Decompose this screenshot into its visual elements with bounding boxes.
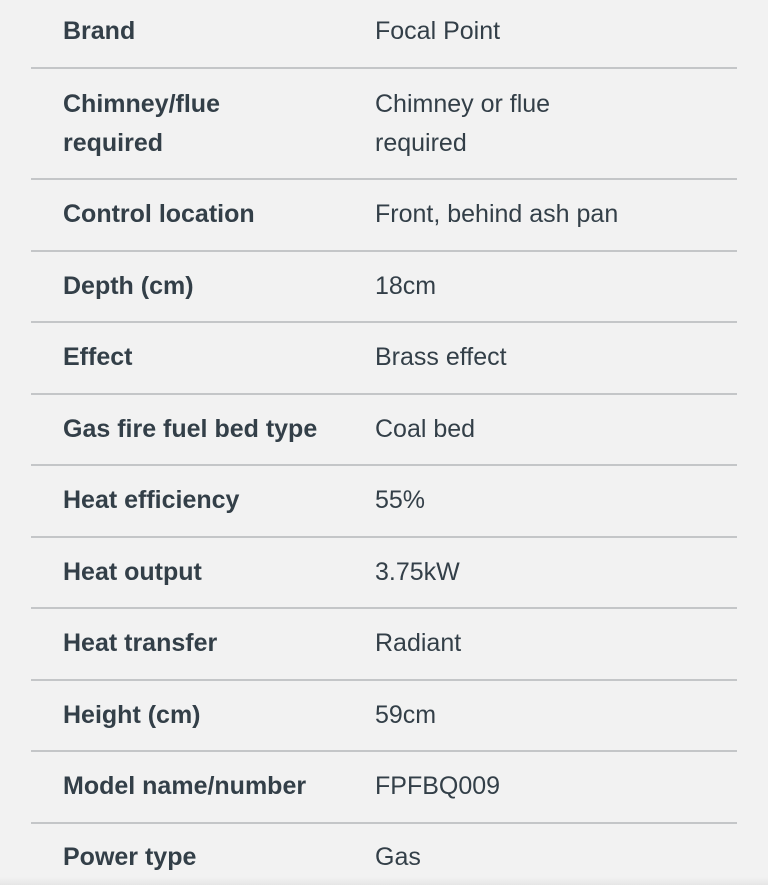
specification-table xyxy=(31,0,737,884)
spec-value: Gas xyxy=(375,842,421,871)
spec-label: Heat efficiency xyxy=(63,486,240,515)
spec-value-text: Chimney or flue required xyxy=(375,89,551,157)
spec-value: 55% xyxy=(375,486,426,515)
spec-value: Brass effect xyxy=(375,343,507,372)
spec-row-brand xyxy=(31,0,737,69)
spec-label: Control location xyxy=(63,200,255,229)
spec-value: 59cm xyxy=(375,700,437,729)
spec-label: Heat transfer xyxy=(63,629,218,658)
spec-value: FPFBQ009 xyxy=(375,772,501,801)
spec-row-fuel-bed-type xyxy=(31,395,737,467)
spec-row-effect xyxy=(31,323,737,395)
spec-row-power-type xyxy=(31,824,737,884)
spec-value: Radiant xyxy=(375,629,462,658)
spec-label: Depth (cm) xyxy=(63,271,194,300)
spec-label: Height (cm) xyxy=(63,700,201,729)
spec-value: 3.75kW xyxy=(375,557,460,586)
spec-row-heat-transfer xyxy=(31,609,737,681)
spec-label: Power type xyxy=(63,842,197,871)
spec-value: Coal bed xyxy=(375,414,476,443)
spec-label: Heat output xyxy=(63,557,202,586)
spec-label-text: Chimney/flue required xyxy=(63,89,220,157)
spec-value: Front, behind ash pan xyxy=(375,200,619,229)
spec-row-heat-output xyxy=(31,538,737,610)
spec-row-height xyxy=(31,681,737,753)
spec-label: Model name/number xyxy=(63,772,307,801)
spec-value: 18cm xyxy=(375,271,437,300)
spec-row-model-number xyxy=(31,752,737,824)
spec-value: Focal Point xyxy=(375,17,501,45)
spec-value xyxy=(375,69,737,178)
spec-row-chimney-flue xyxy=(31,69,737,180)
spec-label: Effect xyxy=(63,343,133,372)
bottom-fade xyxy=(0,877,768,885)
spec-row-control-location xyxy=(31,180,737,252)
spec-row-depth xyxy=(31,252,737,324)
spec-label: Brand xyxy=(63,17,136,45)
spec-row-heat-efficiency xyxy=(31,466,737,538)
spec-label xyxy=(31,69,375,178)
spec-label: Gas fire fuel bed type xyxy=(63,414,318,443)
